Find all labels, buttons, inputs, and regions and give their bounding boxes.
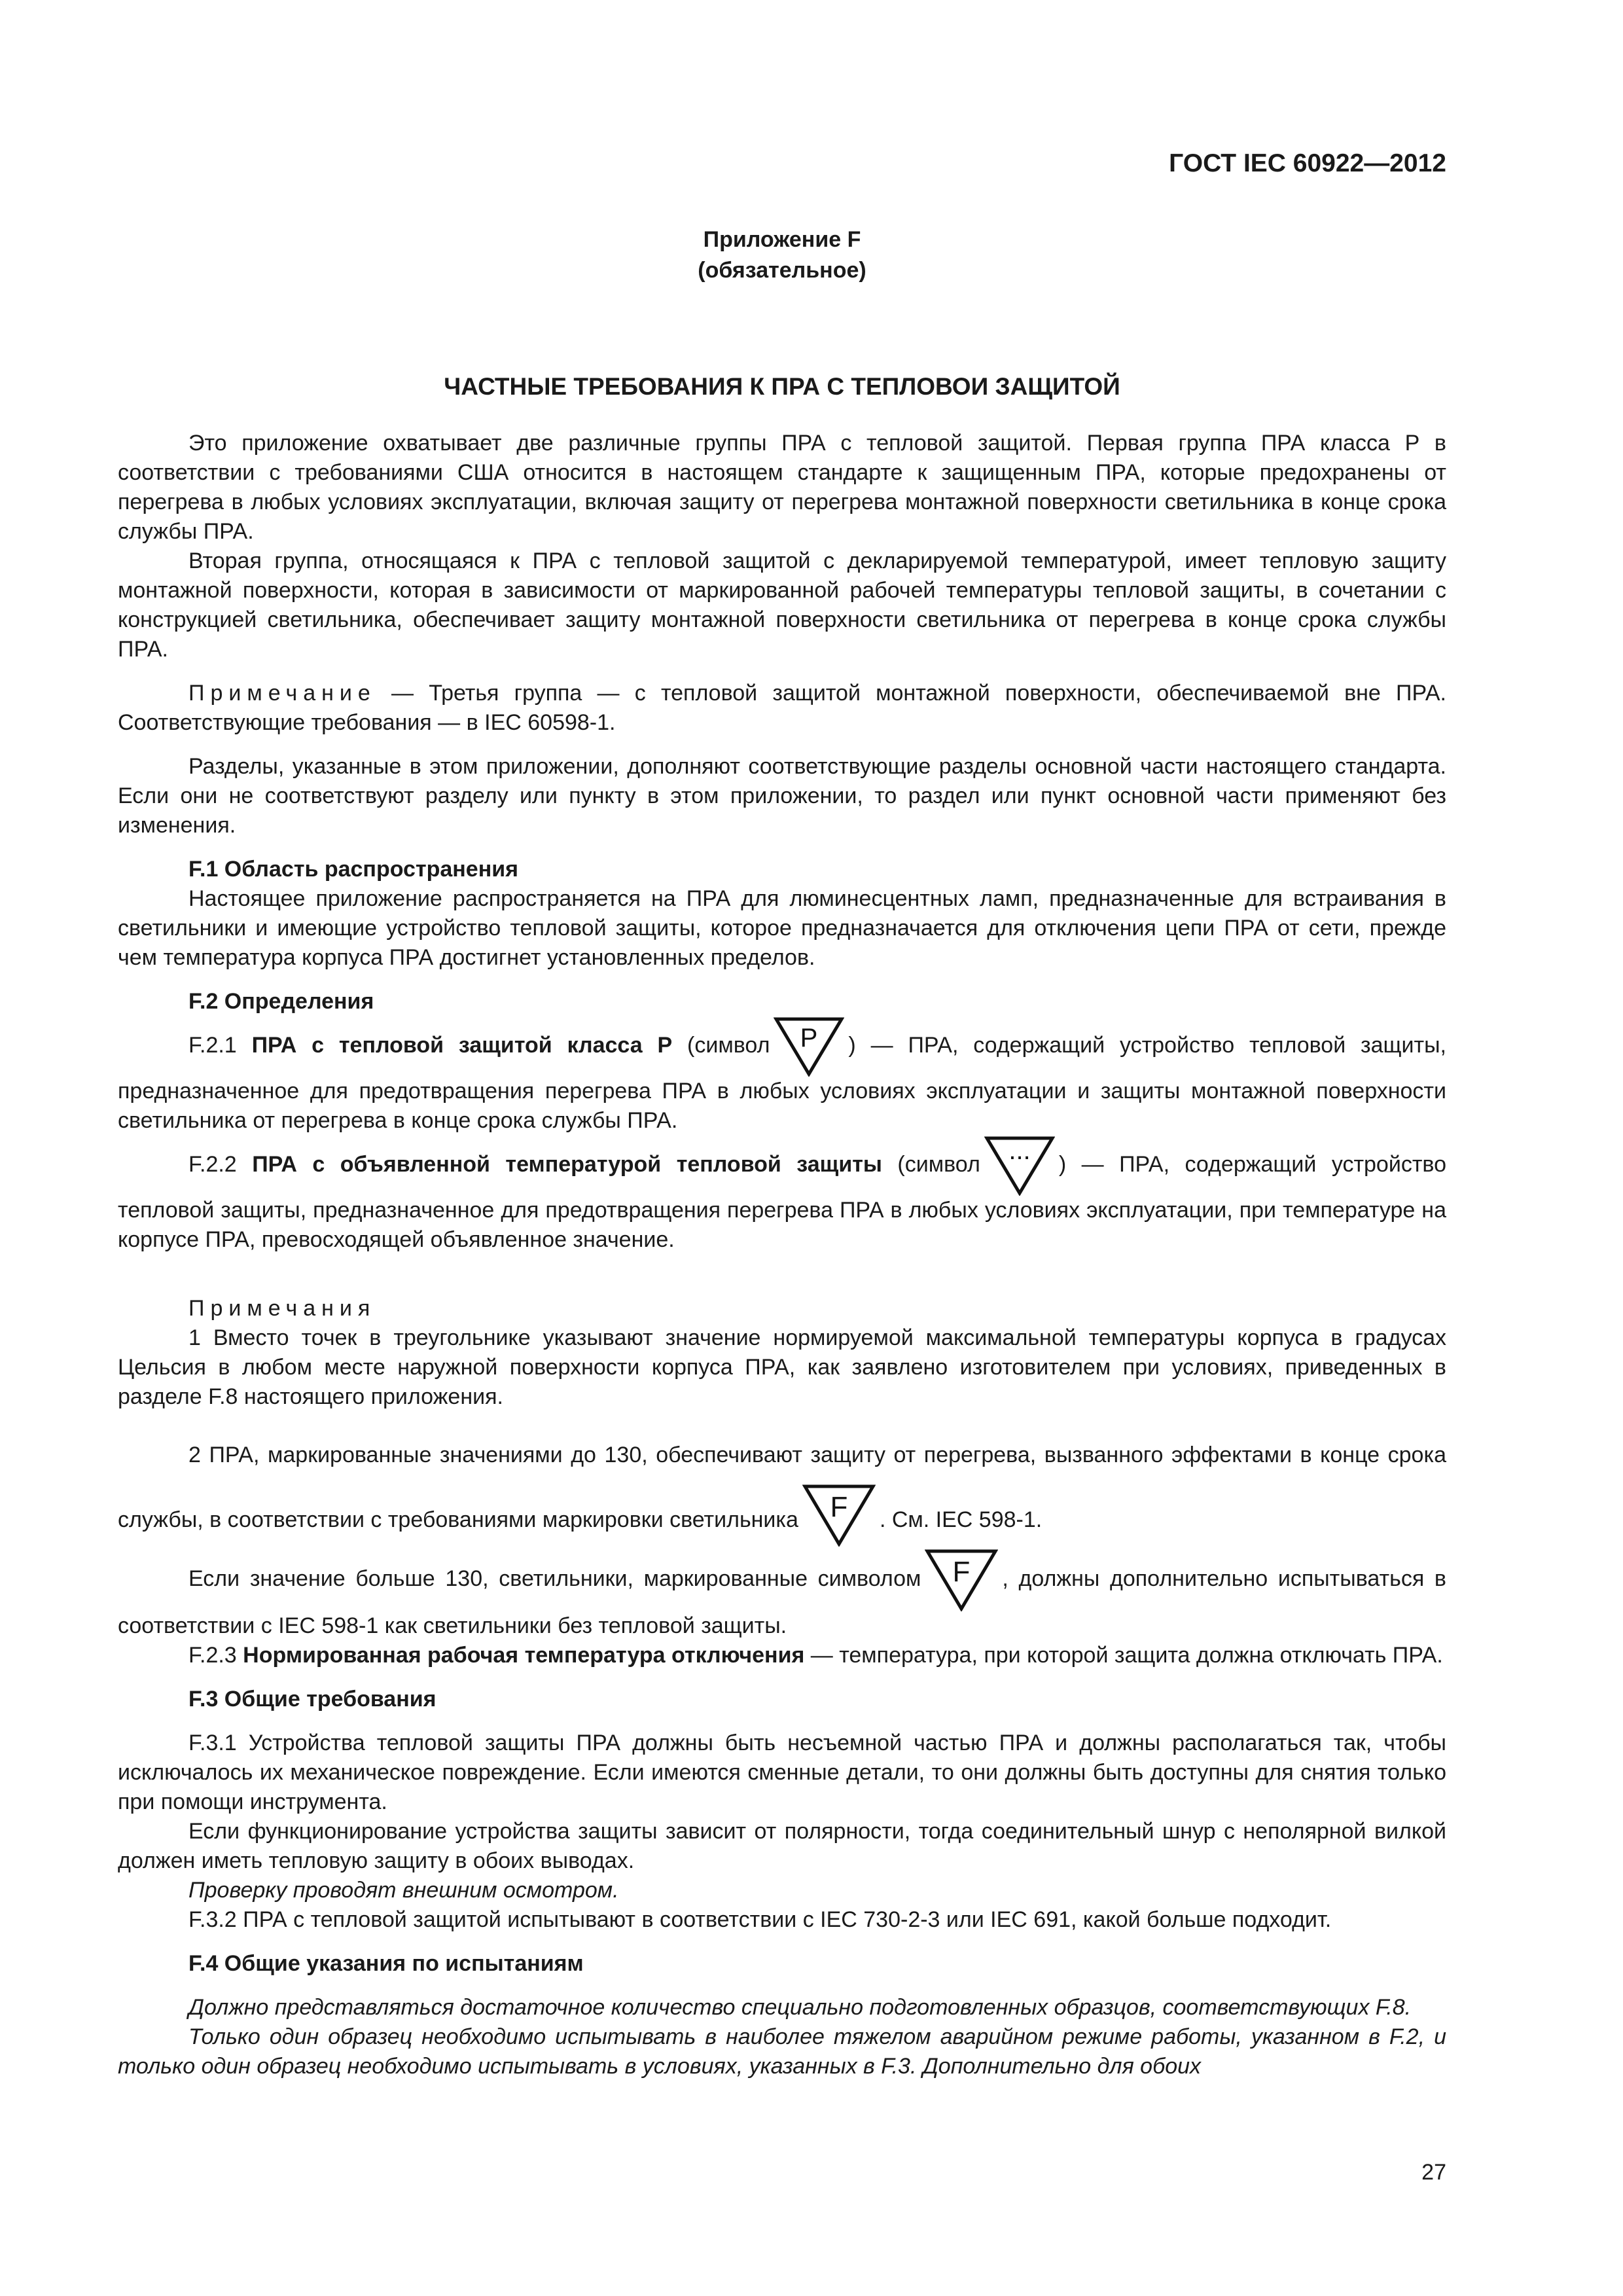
check-text: Проверку проводят внешним осмотром. — [188, 1878, 619, 1903]
annex-status: (обязательное) — [698, 258, 866, 283]
note-2 — [118, 1426, 1446, 1549]
section-f1-text: Настоящее приложение распространяется на ПРА для люминесцентных ламп, предназначенные для встраивания в светильники и имеющие устройство тепловой защиты, которое предназначается для отключения цепи ПРА от сети, прежде чем температура корпуса ПРА достигнет установленных пределов. — [118, 886, 1446, 970]
test-instruction: Должно представляться достаточное количество специально подготовленных образцов, соответствующих F.8. — [188, 1995, 1412, 2020]
definition-text: (символ — [882, 1151, 980, 1177]
notes-heading — [118, 1294, 1446, 1323]
definition-f2-3 — [118, 1641, 1446, 1670]
class-p-triangle-icon — [774, 1016, 844, 1077]
svg-text:P: P — [800, 1024, 818, 1052]
definition-term: ПРА с тепловой защитой класса Р — [251, 1032, 673, 1058]
definition-text: ) — ПРА, содержащий устройство тепловой защиты, предназначенное для предотвращения перегрева ПРА в любых условиях эксплуатации и защиты монтажной поверхности светильника от перегрева в конце срока службы ПРА. — [118, 1032, 1446, 1133]
luminaire-f-triangle-icon — [802, 1484, 876, 1547]
section-f4-paragraph-1 — [118, 1993, 1446, 2022]
section-f4-paragraph-2 — [118, 2022, 1446, 2081]
intro-paragraph-3: Разделы, указанные в этом приложении, дополняют соответствующие разделы основной части настоящего стандарта. Если они не соответствуют разделу или пункту в этом приложении, то раздел или пункт основной части применяют без изменения. — [118, 754, 1446, 838]
definition-number: F.2.3 — [188, 1643, 243, 1668]
note-2-continuation — [118, 1549, 1446, 1641]
note-2-text: Если значение больше 130, светильники, маркированные символом — [188, 1566, 921, 1591]
definition-number: F.2.2 — [188, 1151, 253, 1177]
svg-text:F: F — [830, 1491, 848, 1523]
section-f4-heading: F.4 Общие указания по испытаниям — [188, 1951, 584, 1976]
intro-paragraph-1: Это приложение охватывает две различные группы ПРА с тепловой защитой. Первая группа ПРА класса Р в соответствии с требованиями США относится в настоящем стандарте к защищенным ПРА, которые предохранены от перегрева в любых условиях эксплуатации, включая защиту от перегрева монтажной поверхности светильника в конце срока службы ПРА. — [118, 431, 1446, 544]
definition-text: (символ — [672, 1032, 770, 1058]
annex-title: Приложение F — [703, 227, 861, 252]
intro-note — [118, 679, 1446, 738]
clause-f3-1-check — [118, 1876, 1446, 1905]
note-1: 1 Вместо точек в треугольнике указывают значение нормируемой максимальной температуры корпуса в градусах Цельсия в любом месте наружной поверхности корпуса ПРА, как заявлено изготовителем при условиях, приведенных в разделе F.8 настоящего приложения. — [118, 1325, 1446, 1409]
svg-text:F: F — [952, 1556, 971, 1588]
definition-text: — температура, при которой защита должна отключать ПРА. — [804, 1643, 1443, 1668]
definition-text: ) — ПРА, содержащий устройство тепловой защиты, предназначенное для предотвращения перегрева ПРА в любых условиях эксплуатации, при температуре на корпусе ПРА, превосходящей объявленное значение. — [118, 1151, 1446, 1252]
test-instruction: Только один образец необходимо испытывать в наиболее тяжелом аварийном режиме работы, указанном в F.2, и только один образец необходимо испытывать в условиях, указанных в F.3. Дополнительно для обоих — [118, 2024, 1446, 2079]
note-2-reference: . См. IEC 598-1. — [879, 1507, 1043, 1532]
section-f1-heading: F.1 Область распространения — [188, 857, 518, 882]
note-2-text: , должны дополнительно испытываться в соответствии с IEC 598-1 как светильники без тепловой защиты. — [118, 1566, 1446, 1638]
svg-text:...: ... — [1008, 1136, 1031, 1165]
page-number: 27 — [1421, 2160, 1446, 2185]
document-page — [118, 0, 1446, 2296]
clause-f3-1: F.3.1 Устройства тепловой защиты ПРА должны быть несъемной частью ПРА и должны располагаться так, чтобы исключалось их механическое повреждение. Если имеются сменные детали, то они должны быть доступны для снятия только при помощи инструмента. — [118, 1731, 1446, 1814]
definition-f2-2 — [118, 1136, 1446, 1255]
clause-f3-2: F.3.2 ПРА с тепловой защитой испытывают в соответствии с IEC 730-2-3 или IEC 691, какой больше подходит. — [188, 1907, 1332, 1932]
definition-term: ПРА с объявленной температурой тепловой защиты — [252, 1151, 882, 1177]
document-code: ГОСТ IEC 60922—2012 — [1169, 149, 1446, 177]
section-f3-heading: F.3 Общие требования — [188, 1687, 437, 1712]
declared-temperature-triangle-icon — [984, 1136, 1055, 1196]
annex-heading — [118, 224, 1446, 286]
note-text: — Третья группа — с тепловой защитой монтажной поверхности, обеспечиваемой вне ПРА. Соответствующие требования — в IEC 60598-1. — [118, 681, 1446, 735]
main-title: ЧАСТНЫЕ ТРЕБОВАНИЯ К ПРА С ТЕПЛОВОИ ЗАЩИТОЙ — [444, 373, 1120, 400]
clause-f3-1-polarity: Если функционирование устройства защиты зависит от полярности, тогда соединительный шнур с неполярной вилкой должен иметь тепловую защиту в обоих выводах. — [118, 1819, 1446, 1873]
luminaire-f-triangle-icon — [925, 1549, 998, 1611]
note-label: Примечание — [188, 681, 376, 706]
definition-f2-1 — [118, 1016, 1446, 1136]
definition-term: Нормированная рабочая температура отключения — [243, 1643, 805, 1668]
note-2-text: 2 ПРА, маркированные значениями до 130, обеспечивают защиту от перегрева, вызванного эффектами в конце срока службы, в соответствии с требованиями маркировки светильника — [118, 1443, 1446, 1532]
definition-number: F.2.1 — [188, 1032, 252, 1058]
section-f2-heading: F.2 Определения — [188, 989, 374, 1014]
intro-paragraph-2: Вторая группа, относящаяся к ПРА с тепловой защитой с декларируемой температурой, имеет тепловую защиту монтажной поверхности, которая в зависимости от маркированной рабочей температуры тепловой защиты, в сочетании с конструкцией светильника, обеспечивает защиту монтажной поверхности светильника от перегрева в конце срока службы ПРА. — [118, 548, 1446, 662]
notes-label: Примечания — [188, 1296, 376, 1321]
document-body — [118, 429, 1446, 2081]
